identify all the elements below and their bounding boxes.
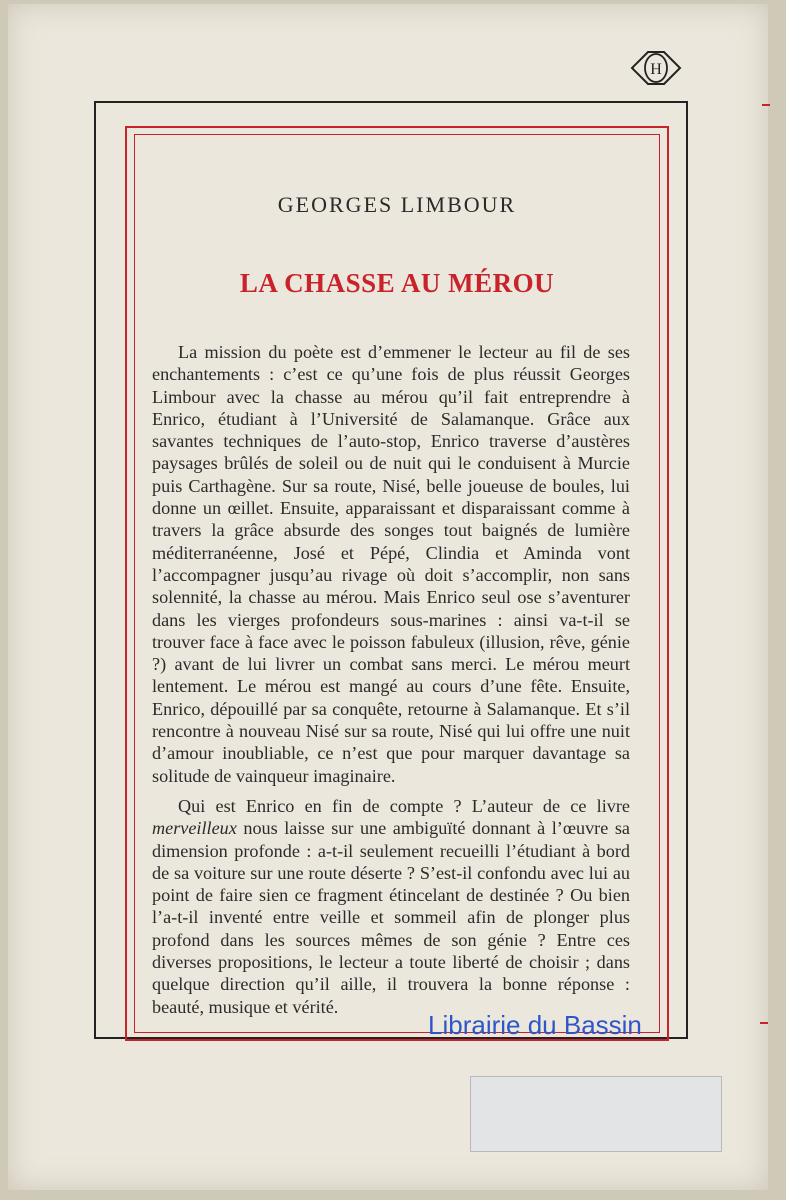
author-name: GEORGES LIMBOUR <box>277 192 517 217</box>
svg-text:H: H <box>650 61 662 78</box>
blurb-paragraph-2-end: nous laisse sur une ambiguïté donnant à l’œuvre sa dimension profonde : a-t-il seulement recueilli l’étudiant à bord de sa voiture sur une route déserte ? S’est-il confondu avec lui au point de faire sien ce fragment étincelant de destinée ? Ou bien l’a-t-il inventé entre veille et sommeil afin de plonger plus profond dans les sources mêmes de son génie ? Entre ces diverses propositions, le lecteur a toute liberté de choisir ; dans quelque direction qu’il aille, il trouvera la bonne réponse : beauté, musique et vérité. <box>152 818 630 1017</box>
blurb-paragraph-1: La mission du poète est d’emmener le lecteur au fil de ses enchantements : c’est ce qu’une fois de plus réussit Georges Limbour avec la chasse au mérou qu’il fait entreprendre à Enrico, étudiant à l’Université de Salamanque. Grâce aux savantes techniques de l’auto-stop, Enrico traverse d’austères paysages brûlés de soleil ou de nuit qui le conduisent à Murcie puis Carthagène. Sur sa route, Nisé, belle joueuse de boules, lui donne un œillet. Ensuite, apparaissant et disparaissant comme à travers la grâce absurde des songes tout baignés de lumière méditerranéenne, José et Pépé, Clindia et Aminda vont l’accompagner jusqu’au rivage où doit s’accomplir, non sans solennité, la chasse au mérou. Mais Enrico seul ose s’aventurer dans les vierges profondeurs sous-marines : ainsi va-t-il se trouver face à face avec le poisson fabuleux (illusion, rêve, génie ?) avant de lui livrer un combat sans merci. Le mérou meurt lentement. Le mérou est mangé au cours d’une fête. Ensuite, Enrico, dépouillé par sa conquête, retourne à Salamanque. Et s’il rencontre à nouveau Nisé sur sa route, Nisé qui lui offre une nuit d’amour inoubliable, ce n’est que pour marquer davantage sa solitude de vainqueur imaginaire. <box>152 342 630 786</box>
blurb <box>152 341 630 1018</box>
book-title: LA CHASSE AU MÉROU <box>239 268 555 298</box>
edge-mark <box>762 104 770 106</box>
blurb-paragraph-2 <box>152 795 630 1018</box>
price-sticker <box>470 1076 722 1152</box>
publisher-logo-icon <box>630 48 682 88</box>
edge-mark <box>760 1022 768 1024</box>
watermark-text: Librairie du Bassin <box>428 1010 642 1040</box>
book-back-cover <box>8 4 768 1190</box>
blurb-emphasis: merveilleux <box>152 818 237 839</box>
blurb-paragraph-2-start: Qui est Enrico en fin de compte ? L’auteur de ce livre <box>178 795 630 816</box>
